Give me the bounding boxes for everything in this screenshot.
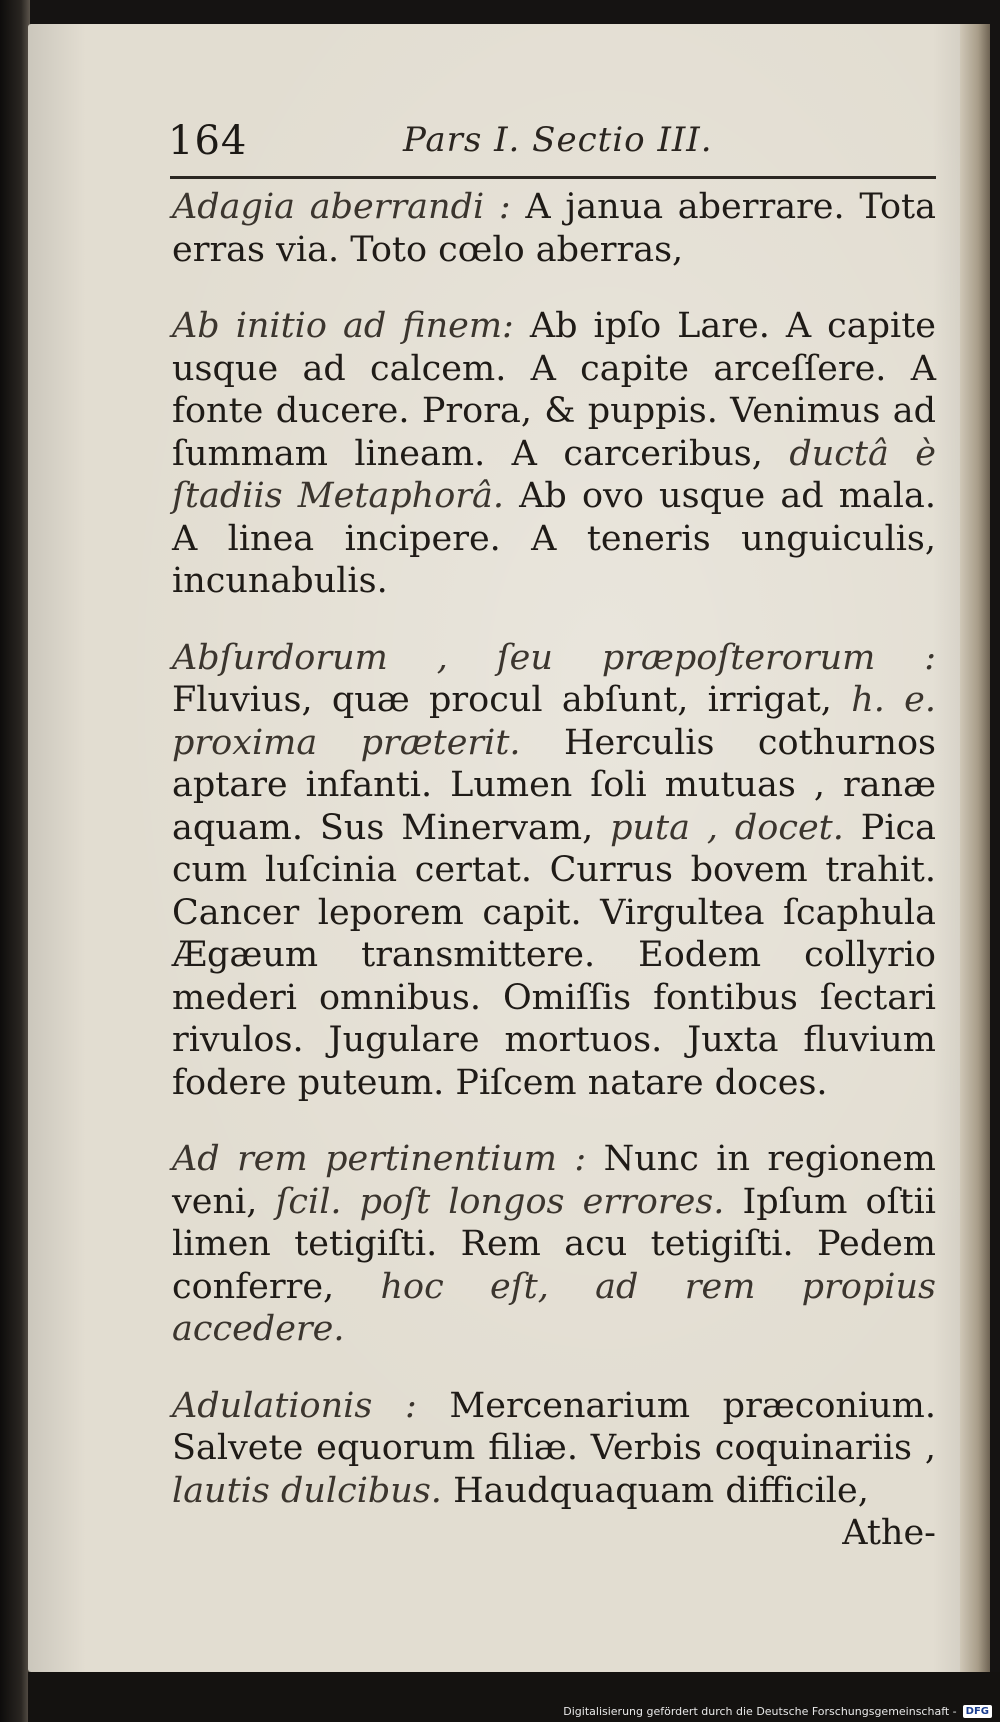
book-left-edge: [0, 0, 30, 1722]
digitization-footer: [563, 1705, 992, 1718]
dfg-logo: DFG: [963, 1705, 992, 1718]
entry-absurdorum: [172, 637, 936, 1105]
entry-text: Ab ovo usque ad mala. A linea incipere. A teneris unguiculis, incunabulis.: [172, 476, 936, 601]
page-number: 164: [168, 118, 248, 164]
entry-italic: h. e. proxima præterit.: [172, 680, 936, 763]
entry-lead: Adulationis :: [172, 1385, 417, 1426]
entry-text: Pica cum luſcinia certat. Currus bovem trahit. Cancer leporem capit. Virgultea ſcaphula Ægæum transmittere. Eodem collyrio mederi omnibus. Omiſſis fontibus ſectari rivulos. Jugulare mortuos. Juxta fluvium fodere puteum. Piſcem natare doces.: [172, 807, 936, 1103]
entry-lead: Ad rem pertinentium :: [172, 1139, 587, 1179]
entry-text: Haudquaquam difficile,: [453, 1470, 869, 1511]
entry-italic: hoc eſt, ad rem propius accedere.: [172, 1266, 936, 1349]
entry-italic: lautis dulcibus.: [172, 1470, 442, 1511]
book-right-edge: [960, 24, 990, 1672]
entry-lead: Abſurdorum , ſeu præpoſterorum :: [172, 637, 936, 678]
entry-italic: ſcil. poſt longos errores.: [275, 1181, 725, 1222]
entry-text: Nunc in regionem veni,: [172, 1139, 936, 1222]
entry-lead: Ab initio ad finem:: [172, 306, 514, 346]
entry-text: Fluvius, quæ procul abſunt, irrigat,: [172, 680, 832, 720]
entry-text: Ab ipſo Lare. A capite usque ad calcem. A capite arceſſere. A fonte ducere. Prora, & puppis. Venimus ad ſummam lineam. A carceribus,: [172, 306, 936, 474]
footer-text: Digitalisierung gefördert durch die Deutsche Forschungsgemeinschaft -: [563, 1705, 957, 1718]
entry-lead: Adagia aberrandi :: [172, 187, 511, 227]
entry-text: Herculis cothurnos aptare infanti. Lumen ſoli mutuas , ranæ aquam. Sus Minervam,: [172, 722, 936, 848]
running-head: Pars I. Sectio III.: [403, 120, 713, 160]
entry-text: A janua aberrare. Tota erras via. Toto cœlo aberras,: [172, 187, 936, 270]
entry-italic: puta , docet.: [610, 807, 844, 848]
page-header: [168, 118, 938, 168]
entry-adulationis: [172, 1385, 936, 1513]
entry-ab-initio: [172, 305, 936, 603]
entry-ad-rem: [172, 1138, 936, 1351]
entry-adagia-aberrandi: [172, 186, 936, 271]
header-rule: [170, 176, 936, 179]
entry-text: Ipſum oſtii limen tetigiſti. Rem acu tetigiſti. Pedem conferre,: [172, 1181, 936, 1307]
entry-italic: ductâ è ſtadiis Metaphorâ.: [172, 433, 936, 516]
page-body: [172, 186, 936, 1555]
catchword: Athe-: [842, 1513, 936, 1553]
entry-text: Mercenarium præconium. Salvete equorum filiæ. Verbis coquinariis ,: [172, 1385, 936, 1468]
